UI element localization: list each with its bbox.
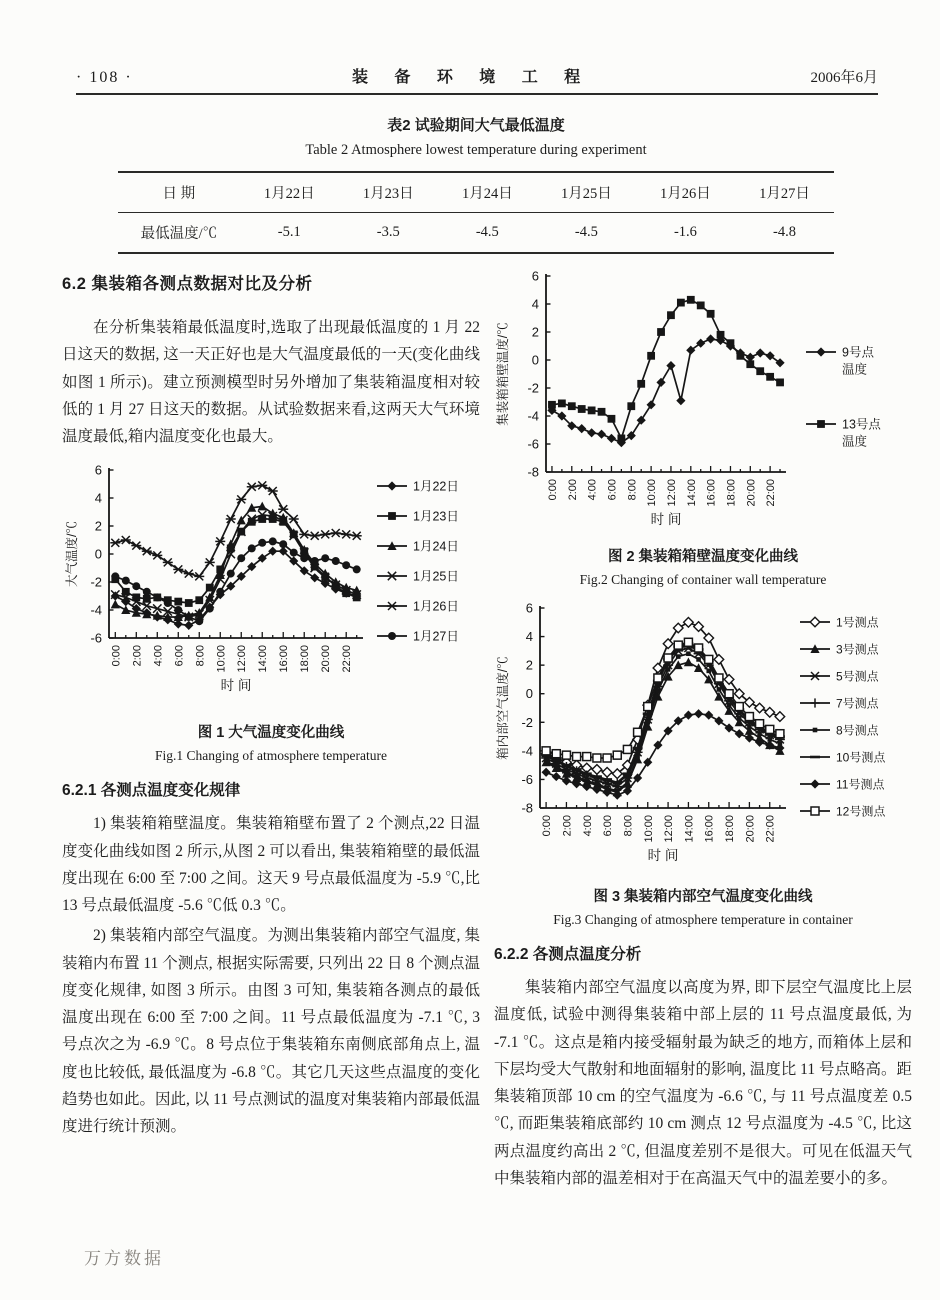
svg-text:4: 4 [525,629,533,645]
svg-text:12:00: 12:00 [665,479,678,507]
figure-3-caption [494,885,912,928]
svg-text:18:00: 18:00 [724,815,737,843]
svg-text:1月24日: 1月24日 [413,539,459,554]
figure-1 [62,462,480,764]
table-header-cell: 日 期 [162,186,196,202]
svg-text:6:00: 6:00 [602,815,615,837]
figure-3 [494,600,912,928]
table2-block [118,114,834,254]
svg-text:6: 6 [531,268,539,284]
left-column [62,266,480,1195]
svg-text:1月22日: 1月22日 [413,479,459,494]
svg-text:大气温度/℃: 大气温度/℃ [65,521,79,588]
table2 [118,171,834,254]
svg-text:0: 0 [525,686,533,702]
svg-text:14:00: 14:00 [683,815,696,843]
figure-1-chart [63,462,479,708]
svg-text:8:00: 8:00 [194,645,207,667]
journal-title: 装 备 环 境 工 程 [351,69,592,86]
table-cell: -5.1 [277,224,301,240]
figure-3-chart [494,600,928,872]
section-6-2-2-paragraph: 集装箱内部空气温度以高度为界, 即下层空气温度比上层温度低, 试验中测得集装箱中部上层的 11 号点温度最低, 为 -7.1 ℃。这点是箱内接受辐射最为缺乏的地方, 而箱体上层和下层均受大气散射和地面辐射的影响, 温度比 11 号点略高。距集装箱顶部 10 cm 的空气温度为 -6.6 ℃, 与 11 号点温度差 0.5 ℃, 而距集装箱底部约 10 cm 测点 12 号点温度为 -4.5 ℃, 比这两点温度约高出 2 ℃, 但温度差别不是很大。可见在低温天气中集装箱内部的温差相对于在高温天气中的温差要小的多。 [494,979,912,1187]
svg-text:-4: -4 [521,743,533,759]
svg-text:16:00: 16:00 [278,645,291,673]
right-column [494,266,912,1195]
svg-text:2:00: 2:00 [561,815,574,837]
section-6-2-1-paragraph-1: 1) 集装箱箱壁温度。集装箱箱壁布置了 2 个测点,22 日温度变化曲线如图 2 所示,从图 2 可以看出, 集装箱箱壁的最低温度出现在 6:00 至 7:00 之间。这天 9 号点最低温度为 -5.9 ℃,比 13 号点最低温度 -5.6 ℃低 0.3 ℃。 [62,815,480,915]
svg-text:18:00: 18:00 [725,479,738,507]
svg-text:2: 2 [531,324,539,340]
svg-text:8号测点: 8号测点 [836,723,879,738]
svg-text:4: 4 [94,490,102,506]
table-header-cell: 1月24日 [461,186,513,202]
table-cell: -4.8 [772,224,796,240]
figure-2-caption [494,545,912,588]
svg-text:8:00: 8:00 [626,479,639,501]
svg-text:18:00: 18:00 [299,645,312,673]
svg-text:16:00: 16:00 [703,815,716,843]
svg-text:-2: -2 [527,380,539,396]
svg-text:4: 4 [531,296,539,312]
svg-text:0: 0 [531,352,539,368]
svg-text:-8: -8 [527,464,539,480]
table-header-cell: 1月26日 [660,186,711,202]
figure-1-caption-en: Fig.1 Changing of atmosphere temperature [154,748,388,764]
svg-text:-2: -2 [90,574,102,590]
svg-text:2:00: 2:00 [566,479,579,501]
table2-data-row [118,213,834,254]
svg-text:0:00: 0:00 [110,645,123,667]
svg-text:9号点: 9号点 [842,345,874,360]
svg-text:6: 6 [525,600,533,616]
svg-text:14:00: 14:00 [257,645,270,673]
page-header [76,64,878,87]
svg-text:1号测点: 1号测点 [836,615,879,630]
svg-text:6: 6 [94,462,102,478]
svg-text:2: 2 [94,518,102,534]
svg-text:20:00: 20:00 [320,645,333,673]
svg-text:温度: 温度 [842,362,868,377]
svg-text:集装箱箱壁温度/℃: 集装箱箱壁温度/℃ [496,322,510,426]
svg-text:1月25日: 1月25日 [413,569,459,584]
table-cell: -3.5 [376,224,400,240]
page-number: · 108 · [76,69,133,86]
svg-text:12:00: 12:00 [236,645,249,673]
section-6-2-1-heading: 6.2.1 各测点温度变化规律 [62,782,241,800]
svg-text:4:00: 4:00 [152,645,165,667]
table2-title-en: Table 2 Atmosphere lowest temperature during experiment [305,142,647,158]
svg-text:-6: -6 [527,436,539,452]
svg-text:温度: 温度 [842,434,868,449]
svg-text:-4: -4 [527,408,539,424]
table-cell: -4.5 [574,224,598,240]
header-rule [76,93,878,95]
two-column-body [62,266,912,1195]
table-header-cell: 1月22日 [263,186,315,202]
section-6-2-1-paragraph-2: 2) 集装箱内部空气温度。为测出集装箱内部空气温度, 集装箱内布置 11 个测点, 根据实际需要, 只列出 22 日 8 个测点温度变化规律, 如图 3 所示。由图 3 可知, 集装箱各测点的最低温度出现在 6:00 至 7:00 之间。11 号点最低温度为 -7.1 ℃, 3 号点次之为 -6.9 ℃。8 号点位于集装箱东南侧底部角点上, 温度也比较低, 最低温度为 -6.8 ℃。其它几天这些点温度的变化趋势也如此。因此, 以 11 号点测试的温度对集装箱内部最低温度进行统计预测。 [62,927,480,1136]
svg-text:20:00: 20:00 [745,479,758,507]
svg-text:5号测点: 5号测点 [836,669,879,684]
figure-1-caption-zh: 图 1 大气温度变化曲线 [197,725,345,742]
table-header-cell: 1月25日 [561,186,612,202]
svg-text:10:00: 10:00 [642,815,655,843]
figure-2-caption-zh: 图 2 集装箱箱壁温度变化曲线 [607,549,799,565]
svg-text:箱内部空气温度/℃: 箱内部空气温度/℃ [496,656,510,760]
svg-text:3号测点: 3号测点 [836,642,879,657]
svg-text:-2: -2 [521,714,533,730]
svg-text:-6: -6 [90,630,102,646]
svg-text:11号测点: 11号测点 [836,777,885,792]
figure-2 [494,266,912,588]
svg-text:6:00: 6:00 [173,645,186,667]
svg-text:7号测点: 7号测点 [836,696,879,711]
figure-3-caption-zh: 图 3 集装箱内部空气温度变化曲线 [593,889,813,905]
svg-text:22:00: 22:00 [341,645,354,673]
figure-3-caption-en: Fig.3 Changing of atmosphere temperature in container [553,912,853,927]
svg-text:8:00: 8:00 [622,815,635,837]
svg-text:4:00: 4:00 [581,815,594,837]
svg-text:2:00: 2:00 [131,645,144,667]
svg-text:6:00: 6:00 [606,479,619,501]
section-6-2-paragraph: 在分析集装箱最低温度时,选取了出现最低温度的 1 月 22 日这天的数据, 这一天正好也是大气温度最低的一天(变化曲线如图 1 所示)。建立预测模型时另外增加了集装箱温度相对较低的 1 月 27 日这天的数据。从试验数据来看,这两天大气环境温度最低,箱内温度变化也最大。 [62,319,480,446]
svg-text:时 间: 时 间 [220,678,252,694]
svg-text:10:00: 10:00 [646,479,659,507]
svg-text:12:00: 12:00 [663,815,676,843]
figure-2-chart [494,266,912,532]
svg-text:时 间: 时 间 [647,848,679,863]
svg-text:13号点: 13号点 [842,417,881,432]
svg-text:0:00: 0:00 [546,479,559,501]
svg-text:-6: -6 [521,771,533,787]
svg-text:10:00: 10:00 [215,645,228,673]
svg-text:14:00: 14:00 [685,479,698,507]
svg-text:4:00: 4:00 [586,479,599,501]
section-6-2-2-heading: 6.2.2 各测点温度分析 [494,946,642,963]
figure-2-caption-en: Fig.2 Changing of container wall temperature [579,572,827,587]
svg-text:2: 2 [525,657,533,673]
svg-text:12号测点: 12号测点 [836,804,886,819]
svg-text:0:00: 0:00 [541,815,554,837]
svg-text:1月26日: 1月26日 [413,599,459,614]
svg-text:16:00: 16:00 [705,479,718,507]
section-6-2-heading: 6.2 集装箱各测点数据对比及分析 [62,275,313,293]
table-cell: -4.5 [475,224,499,240]
table2-header-row [118,172,834,213]
table-header-cell: 1月23日 [362,186,414,202]
table-row-label: 最低温度/℃ [140,226,218,242]
svg-text:20:00: 20:00 [744,815,757,843]
svg-text:1月27日: 1月27日 [413,629,459,644]
svg-text:10号测点: 10号测点 [836,750,886,765]
svg-text:22:00: 22:00 [764,815,777,843]
svg-text:0: 0 [94,546,102,562]
svg-text:时 间: 时 间 [650,512,682,527]
issue-date: 2006年6月 [810,70,878,86]
figure-1-caption [62,721,480,764]
svg-text:1月23日: 1月23日 [413,509,459,524]
watermark: 万方数据 [84,1249,164,1268]
table2-title-zh: 表2 试验期间大气最低温度 [387,117,565,134]
svg-text:-4: -4 [90,602,102,618]
table-header-cell: 1月27日 [759,186,810,202]
svg-text:-8: -8 [521,800,533,816]
table-cell: -1.6 [673,224,697,240]
svg-text:22:00: 22:00 [765,479,778,507]
